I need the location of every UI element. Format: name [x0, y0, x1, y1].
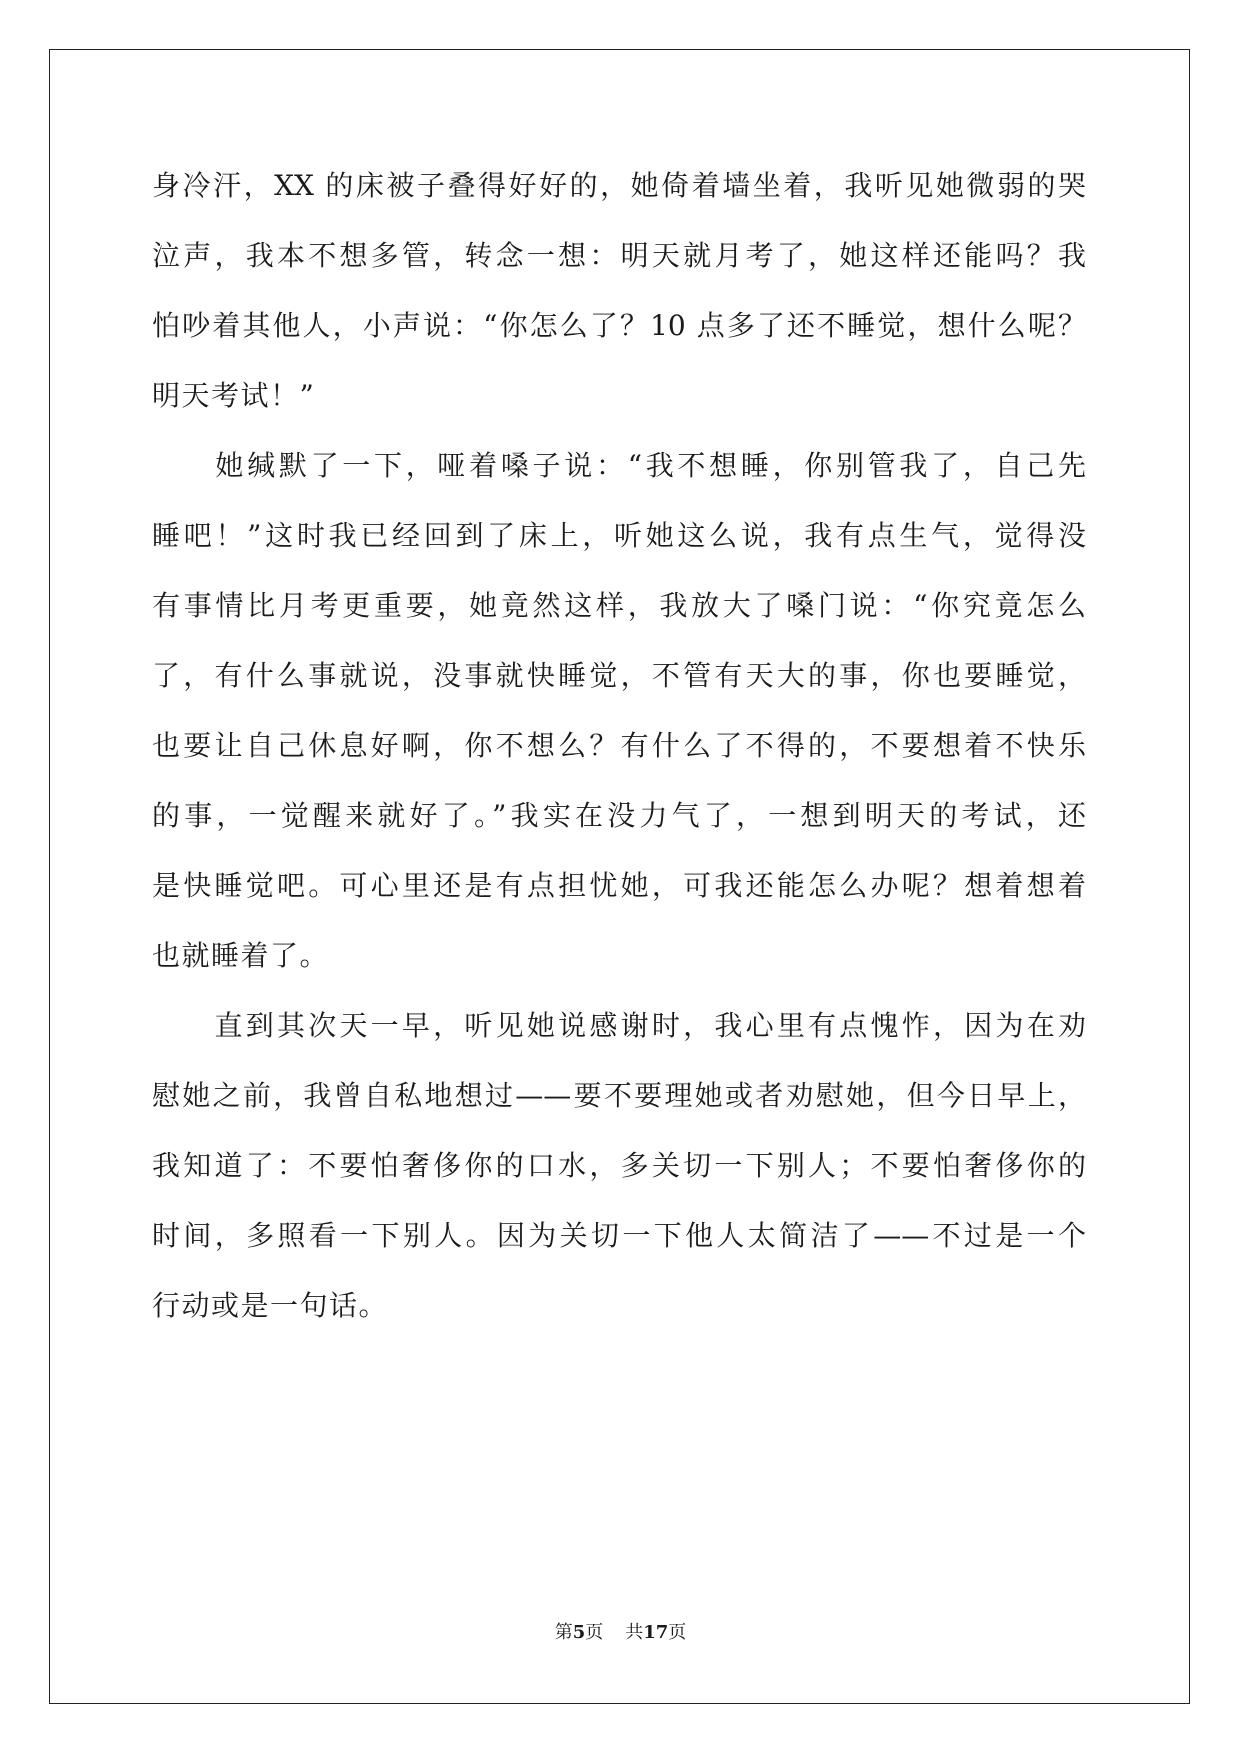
text-line: 也要让自己休息好啊，你不想么？有什么了不得的，不要想着不快乐: [152, 729, 1086, 762]
text-line: 行动或是一句话。: [152, 1289, 389, 1322]
page-footer: [0, 1621, 1241, 1645]
text-line: 身冷汗，XX 的床被子叠得好好的，她倚着墙坐着，我听见她微弱的哭: [152, 169, 1086, 202]
text-line: 怕吵着其他人，小声说：“你怎么了？10 点多了还不睡觉，想什么呢？: [152, 309, 1086, 342]
text-line: 了，有什么事就说，没事就快睡觉，不管有天大的事，你也要睡觉，: [152, 659, 1086, 692]
page-prefix: 第: [554, 1622, 573, 1643]
text-line: 有事情比月考更重要，她竟然这样，我放大了嗓门说：“你究竟怎么: [152, 589, 1086, 622]
text-line: 是快睡觉吧。可心里还是有点担忧她，可我还能怎么办呢？想着想着: [152, 869, 1086, 902]
page-suffix: 页: [585, 1622, 604, 1643]
text-line: 泣声，我本不想多管，转念一想：明天就月考了，她这样还能吗？我: [152, 239, 1086, 272]
text-line: 睡吧！”这时我已经回到了床上，听她这么说，我有点生气，觉得没: [152, 519, 1086, 552]
text-line: 她缄默了一下，哑着嗓子说：“我不想睡，你别管我了，自己先: [152, 449, 1086, 482]
page-number: 5: [572, 1622, 586, 1643]
text-line: 明天考试！”: [152, 379, 316, 412]
total-prefix: 共: [625, 1622, 644, 1643]
total-suffix: 页: [668, 1622, 687, 1643]
text-line: 也就睡着了。: [152, 939, 330, 972]
text-line: 的事，一觉醒来就好了。”我实在没力气了，一想到明天的考试，还: [152, 799, 1086, 832]
text-line: 时间，多照看一下别人。因为关切一下他人太简洁了——不过是一个: [152, 1219, 1086, 1252]
total-pages: 17: [643, 1622, 669, 1643]
text-line: 直到其次天一早，听见她说感谢时，我心里有点愧怍，因为在劝: [152, 1009, 1086, 1042]
text-line: 慰她之前，我曾自私地想过——要不要理她或者劝慰她，但今日早上，: [152, 1079, 1086, 1112]
text-line: 我知道了：不要怕奢侈你的口水，多关切一下别人；不要怕奢侈你的: [152, 1149, 1086, 1182]
